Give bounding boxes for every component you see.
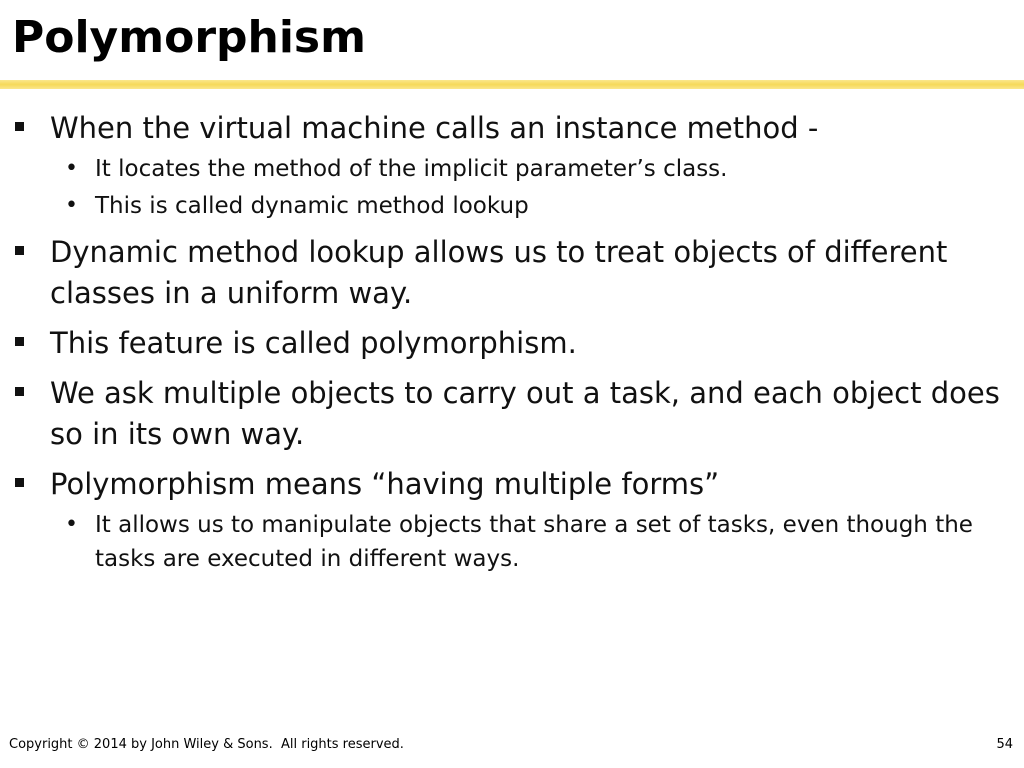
sub-bullet-text: This is called dynamic method lookup bbox=[95, 193, 529, 219]
round-bullet-icon: • bbox=[65, 512, 78, 537]
sub-bullet-text: It locates the method of the implicit parameter’s class. bbox=[95, 156, 728, 182]
bullet-item bbox=[14, 108, 1010, 149]
square-bullet-icon bbox=[15, 337, 24, 346]
square-bullet-icon bbox=[15, 387, 24, 396]
bullet-item bbox=[14, 464, 1010, 505]
round-bullet-icon: • bbox=[65, 156, 78, 181]
bullet-item bbox=[14, 323, 1010, 364]
bullet-item bbox=[14, 232, 1010, 314]
sub-bullet-text: It allows us to manipulate objects that share a set of tasks, even though the tasks are executed in different ways. bbox=[95, 512, 973, 572]
square-bullet-icon bbox=[15, 478, 24, 487]
sub-bullet-item bbox=[14, 189, 1010, 223]
sub-bullet-item bbox=[14, 508, 1010, 576]
bullet-text: Polymorphism means “having multiple forms” bbox=[50, 467, 720, 501]
page-number: 54 bbox=[996, 737, 1013, 752]
title-underline bbox=[0, 80, 1024, 89]
bullet-item bbox=[14, 373, 1010, 455]
slide-title: Polymorphism bbox=[12, 12, 366, 63]
square-bullet-icon bbox=[15, 122, 24, 131]
sub-bullet-item bbox=[14, 152, 1010, 186]
bullet-text: We ask multiple objects to carry out a task, and each object does so in its own way. bbox=[50, 376, 1000, 451]
bullet-text: This feature is called polymorphism. bbox=[50, 326, 577, 360]
bullet-text: Dynamic method lookup allows us to treat objects of different classes in a uniform way. bbox=[50, 235, 948, 310]
bullet-list bbox=[14, 108, 1010, 576]
footer-copyright: Copyright © 2014 by John Wiley & Sons. All rights reserved. bbox=[9, 737, 404, 752]
square-bullet-icon bbox=[15, 246, 24, 255]
bullet-text: When the virtual machine calls an instance method - bbox=[50, 111, 819, 145]
round-bullet-icon: • bbox=[65, 193, 78, 218]
